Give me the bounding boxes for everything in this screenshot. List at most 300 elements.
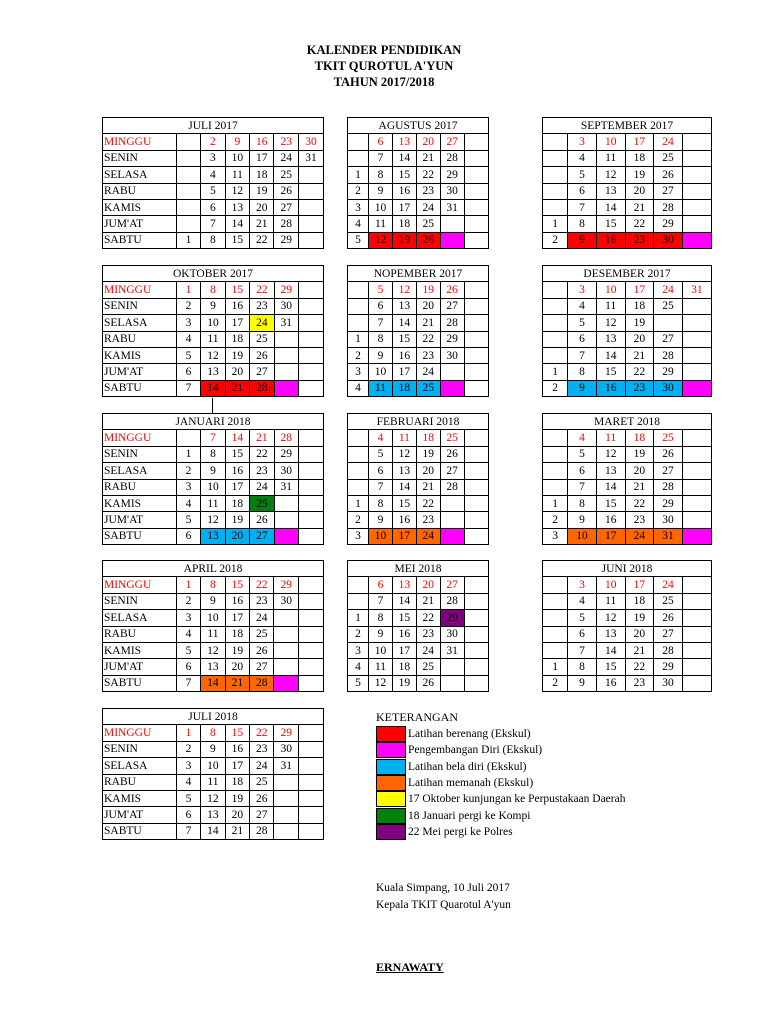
week-row	[348, 167, 488, 183]
date-cell: 1	[543, 364, 568, 380]
date-cell	[464, 528, 488, 544]
date-cell: 17	[225, 479, 249, 495]
month-calendar	[102, 413, 324, 545]
date-cell: 11	[596, 593, 625, 609]
date-cell: 14	[596, 347, 625, 363]
date-cell: 8	[568, 216, 597, 232]
date-cell	[348, 593, 369, 609]
week-row	[103, 150, 323, 166]
week-row	[103, 463, 323, 479]
date-cell: 1	[543, 216, 568, 232]
date-cell: 16	[596, 512, 625, 528]
date-cell: 18	[392, 216, 416, 232]
date-cell	[176, 134, 200, 150]
date-cell: 13	[596, 183, 625, 199]
date-cell	[543, 331, 568, 347]
legend-swatch	[376, 759, 406, 775]
date-cell: 12	[596, 610, 625, 626]
document-header	[0, 42, 768, 90]
date-cell	[682, 577, 711, 593]
date-cell: 21	[625, 199, 654, 215]
date-cell: 10	[369, 364, 393, 380]
date-cell: 4	[348, 659, 369, 675]
date-cell	[464, 463, 488, 479]
legend-label: 18 Januari pergi ke Kompi	[408, 809, 531, 822]
date-cell: 17	[596, 528, 625, 544]
date-cell: 25	[274, 167, 298, 183]
date-cell: 27	[440, 134, 464, 150]
date-cell: 12	[369, 675, 393, 691]
week-row	[543, 512, 711, 528]
week-row	[103, 216, 323, 232]
week-row	[103, 659, 323, 675]
date-cell: 29	[654, 216, 683, 232]
date-cell: 28	[440, 479, 464, 495]
date-cell	[299, 495, 324, 511]
header-school: TKIT QUROTUL A'YUN	[314, 59, 454, 73]
date-cell: 1	[543, 659, 568, 675]
legend-item	[376, 742, 542, 758]
date-cell	[348, 282, 369, 298]
week-row	[543, 430, 711, 446]
date-cell: 24	[274, 150, 298, 166]
date-cell: 27	[250, 364, 274, 380]
date-cell	[682, 347, 711, 363]
week-row	[543, 495, 711, 511]
date-cell	[464, 315, 488, 331]
date-cell: 16	[392, 347, 416, 363]
date-cell	[464, 380, 488, 396]
date-cell	[543, 642, 568, 658]
date-cell: 3	[176, 479, 200, 495]
date-cell	[682, 512, 711, 528]
date-cell	[682, 167, 711, 183]
date-cell	[176, 150, 200, 166]
date-cell: 20	[416, 463, 440, 479]
date-cell	[543, 134, 568, 150]
date-cell	[298, 216, 323, 232]
week-row	[543, 626, 711, 642]
date-cell: 14	[392, 315, 416, 331]
date-cell: 7	[568, 199, 597, 215]
week-row	[348, 659, 488, 675]
date-cell: 7	[568, 479, 597, 495]
date-cell: 13	[201, 528, 225, 544]
date-cell: 3	[568, 134, 597, 150]
date-cell	[682, 315, 711, 331]
date-cell: 31	[440, 642, 464, 658]
date-cell: 30	[274, 298, 298, 314]
date-cell	[464, 659, 488, 675]
date-cell	[464, 216, 488, 232]
date-cell: 8	[369, 610, 393, 626]
week-row	[348, 183, 488, 199]
date-cell: 27	[654, 463, 683, 479]
date-cell: 6	[369, 463, 393, 479]
legend-item	[376, 808, 530, 824]
date-cell	[464, 347, 488, 363]
date-cell	[464, 183, 488, 199]
date-cell: 6	[369, 577, 393, 593]
date-cell	[299, 512, 324, 528]
date-cell: 9	[568, 512, 597, 528]
date-cell: 15	[225, 725, 249, 741]
date-cell: 4	[568, 430, 597, 446]
date-cell: 31	[274, 315, 298, 331]
date-cell: 8	[201, 577, 225, 593]
date-cell	[543, 315, 568, 331]
week-row	[103, 823, 323, 839]
date-cell: 25	[250, 626, 274, 642]
date-cell	[299, 528, 324, 544]
date-cell	[348, 150, 369, 166]
week-row	[103, 626, 323, 642]
date-cell	[464, 331, 488, 347]
date-cell: 19	[225, 790, 249, 806]
date-cell: 25	[654, 150, 683, 166]
week-row	[543, 298, 711, 314]
date-cell: 18	[625, 430, 654, 446]
date-cell: 8	[369, 331, 393, 347]
date-cell: 23	[625, 232, 654, 248]
date-cell: 7	[176, 675, 200, 691]
date-cell: 5	[568, 446, 597, 462]
date-cell: 28	[440, 315, 464, 331]
week-row	[103, 758, 323, 774]
date-cell	[682, 183, 711, 199]
date-cell	[176, 183, 200, 199]
date-cell: 17	[250, 150, 274, 166]
date-cell: 14	[225, 216, 249, 232]
date-cell: 19	[392, 232, 416, 248]
header-title: KALENDER PENDIDIKAN	[306, 43, 462, 57]
date-cell: 8	[568, 495, 597, 511]
date-cell	[348, 430, 369, 446]
date-cell: 18	[416, 430, 440, 446]
date-cell: 26	[274, 183, 298, 199]
week-row	[543, 446, 711, 462]
date-cell: 22	[250, 232, 274, 248]
date-cell	[543, 430, 568, 446]
date-cell: 12	[596, 446, 625, 462]
date-cell: 23	[274, 134, 298, 150]
date-cell: 11	[596, 298, 625, 314]
date-cell: 19	[625, 610, 654, 626]
week-row	[348, 331, 488, 347]
date-cell: 10	[201, 610, 225, 626]
month-calendar	[542, 117, 712, 249]
date-cell	[274, 642, 298, 658]
date-cell	[464, 150, 488, 166]
date-cell: 3	[348, 642, 369, 658]
week-row	[348, 134, 488, 150]
date-cell	[440, 232, 464, 248]
date-cell: 12	[201, 642, 225, 658]
date-cell	[682, 331, 711, 347]
date-cell: 29	[274, 232, 298, 248]
date-cell: 14	[201, 823, 225, 839]
date-cell	[464, 134, 488, 150]
week-row	[103, 725, 323, 741]
week-row	[348, 282, 488, 298]
date-cell: 19	[225, 347, 249, 363]
date-cell	[299, 298, 324, 314]
date-cell: 13	[596, 626, 625, 642]
date-cell: 30	[440, 347, 464, 363]
date-cell: 30	[298, 134, 323, 150]
date-cell: 31	[274, 479, 298, 495]
week-row	[348, 528, 488, 544]
date-cell: 20	[225, 659, 249, 675]
date-cell: 2	[176, 463, 200, 479]
date-cell: 3	[176, 758, 200, 774]
week-row	[348, 199, 488, 215]
date-cell: 6	[568, 463, 597, 479]
week-row	[543, 134, 711, 150]
date-cell: 10	[201, 479, 225, 495]
legend-swatch	[376, 808, 406, 824]
month-title: JULI 2018	[103, 709, 323, 725]
date-cell: 4	[568, 593, 597, 609]
date-cell: 10	[201, 758, 225, 774]
week-row	[103, 528, 323, 544]
month-title: FEBRUARI 2018	[348, 414, 488, 430]
date-cell: 2	[348, 347, 369, 363]
date-cell: 11	[201, 495, 225, 511]
date-cell: 29	[274, 725, 298, 741]
date-cell	[298, 199, 323, 215]
date-cell: 19	[225, 512, 249, 528]
date-cell	[682, 298, 711, 314]
day-name: SABTU	[104, 530, 142, 543]
date-cell	[543, 167, 568, 183]
date-cell: 18	[225, 774, 249, 790]
date-cell: 26	[416, 675, 440, 691]
date-cell: 31	[440, 199, 464, 215]
date-cell: 27	[654, 331, 683, 347]
date-cell	[298, 823, 323, 839]
date-cell: 5	[369, 282, 393, 298]
date-cell	[440, 380, 464, 396]
date-cell: 2	[348, 183, 369, 199]
date-cell	[682, 199, 711, 215]
date-cell: 13	[201, 807, 225, 823]
date-cell: 27	[274, 199, 298, 215]
date-cell: 24	[250, 610, 274, 626]
date-cell: 2	[201, 134, 225, 150]
date-cell	[274, 512, 298, 528]
connector-line	[212, 398, 213, 414]
date-cell	[682, 463, 711, 479]
week-row	[348, 298, 488, 314]
date-cell: 9	[568, 380, 597, 396]
date-cell: 13	[225, 199, 249, 215]
date-cell: 4	[348, 216, 369, 232]
date-cell: 28	[250, 823, 274, 839]
week-row	[103, 167, 323, 183]
date-cell: 5	[369, 446, 393, 462]
date-cell: 2	[348, 512, 369, 528]
date-cell: 14	[392, 150, 416, 166]
date-cell	[464, 626, 488, 642]
date-cell	[298, 659, 323, 675]
date-cell	[348, 315, 369, 331]
date-cell: 24	[250, 479, 274, 495]
legend-item	[376, 759, 526, 775]
week-row	[543, 150, 711, 166]
date-cell: 22	[416, 331, 440, 347]
date-cell: 6	[369, 298, 393, 314]
date-cell	[299, 315, 324, 331]
date-cell: 3	[348, 199, 369, 215]
date-cell: 25	[250, 495, 274, 511]
date-cell: 7	[568, 347, 597, 363]
date-cell: 13	[392, 298, 416, 314]
date-cell: 12	[225, 183, 249, 199]
week-row	[543, 315, 711, 331]
date-cell: 6	[201, 199, 225, 215]
date-cell: 29	[440, 167, 464, 183]
date-cell	[274, 790, 298, 806]
month-calendar	[347, 265, 489, 397]
date-cell: 16	[392, 512, 416, 528]
month-title: JULI 2017	[103, 118, 323, 134]
week-row	[103, 430, 323, 446]
date-cell	[274, 495, 298, 511]
date-cell: 30	[274, 463, 298, 479]
date-cell: 1	[348, 495, 369, 511]
day-name: MINGGU	[103, 282, 176, 298]
date-cell	[543, 463, 568, 479]
week-row	[348, 315, 488, 331]
date-cell	[440, 512, 464, 528]
date-cell	[274, 675, 298, 691]
date-cell	[298, 774, 323, 790]
date-cell	[299, 282, 324, 298]
date-cell: 22	[625, 495, 654, 511]
date-cell: 21	[225, 823, 249, 839]
date-cell	[543, 626, 568, 642]
date-cell: 4	[568, 298, 597, 314]
date-cell: 8	[568, 364, 597, 380]
date-cell: 1	[176, 232, 200, 248]
date-cell	[682, 364, 711, 380]
day-name: KAMIS	[103, 642, 176, 658]
date-cell	[682, 430, 711, 446]
date-cell: 18	[225, 331, 249, 347]
week-row	[348, 626, 488, 642]
date-cell: 3	[201, 150, 225, 166]
date-cell: 20	[625, 183, 654, 199]
date-cell	[464, 232, 488, 248]
date-cell: 21	[225, 675, 249, 691]
date-cell: 5	[176, 512, 200, 528]
date-cell: 29	[654, 364, 683, 380]
date-cell	[682, 216, 711, 232]
month-calendar	[542, 265, 712, 397]
date-cell: 10	[568, 528, 597, 544]
day-name: KAMIS	[103, 347, 176, 363]
signature-place-date: Kuala Simpang, 10 Juli 2017	[376, 882, 510, 894]
date-cell: 4	[176, 495, 200, 511]
date-cell: 9	[369, 626, 393, 642]
date-cell: 21	[625, 479, 654, 495]
date-cell: 8	[369, 495, 393, 511]
date-cell: 17	[625, 282, 654, 298]
date-cell: 6	[568, 626, 597, 642]
date-cell: 6	[568, 331, 597, 347]
date-cell: 10	[596, 577, 625, 593]
date-cell: 12	[201, 790, 225, 806]
day-name: RABU	[103, 331, 176, 347]
date-cell	[274, 626, 298, 642]
date-cell: 5	[568, 610, 597, 626]
date-cell: 26	[416, 232, 440, 248]
date-cell	[274, 807, 298, 823]
date-cell	[298, 167, 323, 183]
date-cell	[299, 446, 324, 462]
date-cell: 21	[250, 430, 274, 446]
date-cell	[348, 463, 369, 479]
date-cell: 7	[568, 642, 597, 658]
date-cell: 16	[392, 626, 416, 642]
date-cell: 2	[552, 382, 558, 395]
legend-swatch	[376, 824, 406, 840]
date-cell: 25	[416, 216, 440, 232]
date-cell: 8	[201, 725, 225, 741]
date-cell: 3	[176, 315, 200, 331]
date-cell: 30	[440, 183, 464, 199]
date-cell	[298, 807, 323, 823]
date-cell: 25	[416, 659, 440, 675]
week-row	[348, 446, 488, 462]
legend-label: 22 Mei pergi ke Polres	[408, 825, 513, 838]
date-cell: 25	[250, 774, 274, 790]
month-calendar	[102, 560, 324, 692]
day-name: SENIN	[103, 298, 176, 314]
week-row	[103, 298, 323, 314]
date-cell: 9	[201, 593, 225, 609]
date-cell	[464, 593, 488, 609]
date-cell: 24	[654, 577, 683, 593]
week-row	[103, 282, 323, 298]
date-cell: 14	[596, 479, 625, 495]
date-cell	[299, 331, 324, 347]
day-name: SELASA	[103, 315, 176, 331]
date-cell	[543, 610, 568, 626]
date-cell	[298, 232, 323, 248]
date-cell: 25	[654, 430, 683, 446]
date-cell: 19	[625, 446, 654, 462]
date-cell: 15	[596, 495, 625, 511]
day-name: SENIN	[103, 741, 176, 757]
date-cell: 17	[392, 364, 416, 380]
date-cell	[299, 380, 324, 396]
date-cell: 11	[392, 430, 416, 446]
date-cell	[682, 642, 711, 658]
date-cell: 13	[596, 331, 625, 347]
date-cell: 28	[440, 593, 464, 609]
week-row	[103, 232, 323, 248]
date-cell	[682, 380, 711, 396]
date-cell	[299, 364, 324, 380]
month-title: MEI 2018	[348, 561, 488, 577]
date-cell: 21	[225, 380, 249, 396]
date-cell: 31	[654, 528, 683, 544]
date-cell: 6	[176, 807, 200, 823]
month-calendar	[542, 560, 712, 692]
date-cell: 5	[568, 167, 597, 183]
